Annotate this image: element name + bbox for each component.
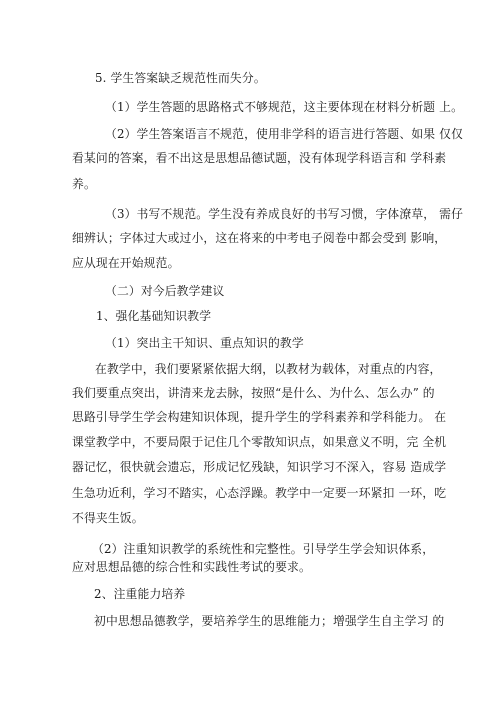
subsection-1-heading: 1、强化基础知识教学 bbox=[96, 309, 212, 323]
sub-point-2-line-1: （2）注重知识教学的系统性和完整性。引导学生学会知识体系， bbox=[92, 542, 435, 556]
body-paragraph-line-3: 思路引导学生学会构建知识体现，提升学生的学科素养和学科能力。 在 bbox=[72, 410, 447, 424]
paragraph-point-2-line-2: 看某问的答案，看不出这是思想品德试题，没有体现学科语言和 学科素 bbox=[72, 151, 447, 165]
paragraph-point-2-line-1: （2）学生答案语言不规范，使用非学科的语言进行答题、如果 仅仅 bbox=[105, 127, 464, 141]
body-paragraph-line-2: 我们要重点突出，讲清来龙去脉，按照“是什么、为什么、怎么办” 的 bbox=[72, 386, 435, 400]
sub-point-1-heading: （1）突出主干知识、重点知识的教学 bbox=[105, 336, 304, 350]
subsection-2-heading: 2、注重能力培养 bbox=[94, 587, 186, 601]
paragraph-point-3-line-3: 应从现在开始规范。 bbox=[72, 256, 180, 270]
section-2-heading: （二）对今后教学建议 bbox=[105, 284, 225, 298]
paragraph-point-3-line-1: （3）书写不规范。学生没有养成良好的书写习惯，字体潦草， 需仔 bbox=[105, 207, 464, 221]
body-paragraph-line-6: 生急功近利，学习不踏实，心态浮躁。教学中一定要一环紧扣 一环，吃 bbox=[72, 486, 447, 500]
section-5-heading: 5. 学生答案缺乏规范性而失分。 bbox=[95, 71, 266, 85]
body-paragraph-2-line-1: 初中思想品德教学，要培养学生的思维能力；增强学生自主学习 的 bbox=[94, 614, 445, 628]
body-paragraph-line-1: 在教学中，我们要紧紧依据大纲，以教材为载体，对重点的内容， bbox=[95, 362, 442, 376]
body-paragraph-line-7: 不得夹生饭。 bbox=[72, 511, 144, 525]
sub-point-2-line-2: 应对思想品德的综合性和实践性考试的要求。 bbox=[72, 560, 311, 574]
body-paragraph-line-5: 器记忆，很快就会遗忘，形成记忆残缺，知识学习不深入，容易 造成学 bbox=[72, 460, 447, 474]
body-paragraph-line-4: 课堂教学中，不要局限于记住几个零散知识点，如果意义不明，完 全机 bbox=[72, 435, 447, 449]
paragraph-point-2-line-3: 养。 bbox=[72, 177, 96, 191]
paragraph-point-1: （1）学生答题的思路格式不够规范，这主要体现在材料分析题 上。 bbox=[105, 100, 464, 114]
paragraph-point-3-line-2: 细辨认；字体过大或过小，这在将来的中考电子阅卷中都会受到 影响， bbox=[72, 231, 447, 245]
